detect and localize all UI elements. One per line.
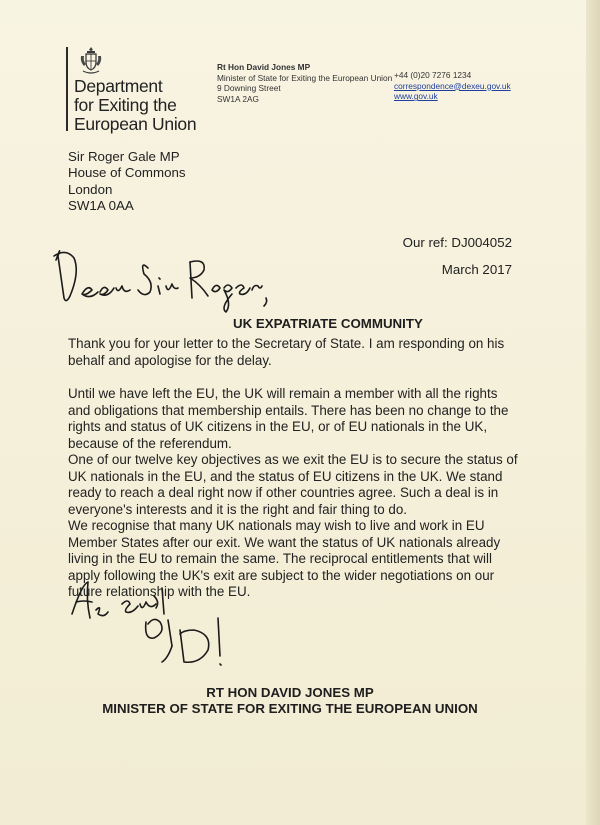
sender-name: Rt Hon David Jones MP (217, 62, 311, 72)
recipient-address (68, 149, 186, 214)
department-rule (66, 47, 68, 131)
recipient-line: House of Commons (68, 165, 186, 181)
body-paragraph: One of our twelve key objectives as we exit the EU is to secure the status of UK nationals in the EU, and the status of EU citizens in the UK. We stand ready to reach a deal right now if other countries agree. Such a deal is in everyone's interests and it is the right and fair thing to do. (68, 452, 518, 517)
royal-crest-icon (78, 44, 104, 76)
recipient-line: Sir Roger Gale MP (68, 149, 180, 164)
contact-web-link[interactable]: www.gov.uk (394, 91, 438, 102)
signatory-name: RT HON DAVID JONES MP (206, 685, 374, 700)
department-name (74, 77, 204, 134)
paper-edge (586, 0, 600, 825)
sender-role: Minister of State for Exiting the European Union (217, 72, 393, 83)
our-reference: Our ref: DJ004052 (402, 235, 512, 250)
handwritten-salutation (44, 238, 284, 318)
body-paragraph: Thank you for your letter to the Secretary of State. I am responding on his behalf and apologise for the delay. (68, 336, 505, 368)
department-line: Department (74, 76, 163, 96)
letter-date: March 2017 (441, 262, 512, 277)
body-paragraph: Until we have left the EU, the UK will remain a member with all the rights and obligations that membership entails. There has been no change to the rights and status of UK citizens in the EU, or of EU nationals in the UK, because of the referendum. (68, 386, 509, 451)
contact-block (394, 70, 511, 102)
subject-line: UK EXPATRIATE COMMUNITY (233, 316, 423, 331)
department-line: European Union (74, 114, 197, 134)
sender-address (217, 62, 392, 104)
contact-email-link[interactable]: correspondence@dexeu.gov.uk (394, 80, 511, 91)
contact-phone: +44 (0)20 7276 1234 (394, 70, 472, 80)
sender-postcode: SW1A 2AG (217, 93, 259, 104)
handwritten-closing-signature (68, 574, 238, 679)
department-line: for Exiting the (74, 95, 177, 115)
sender-street: 9 Downing Street (217, 83, 281, 94)
recipient-line: London (68, 181, 113, 197)
recipient-line: SW1A 0AA (68, 197, 134, 213)
signatory-title: MINISTER OF STATE FOR EXITING THE EUROPEAN UNION (102, 701, 478, 716)
body-paragraph: We recognise that many UK nationals may wish to live and work in EU Member States after our exit. We want the status of UK nationals already living in the EU to remain the same. The reciprocal entitlements that will apply following the UK's exit are subject to the wider negotiations on our future relationship with the EU. (68, 518, 501, 599)
